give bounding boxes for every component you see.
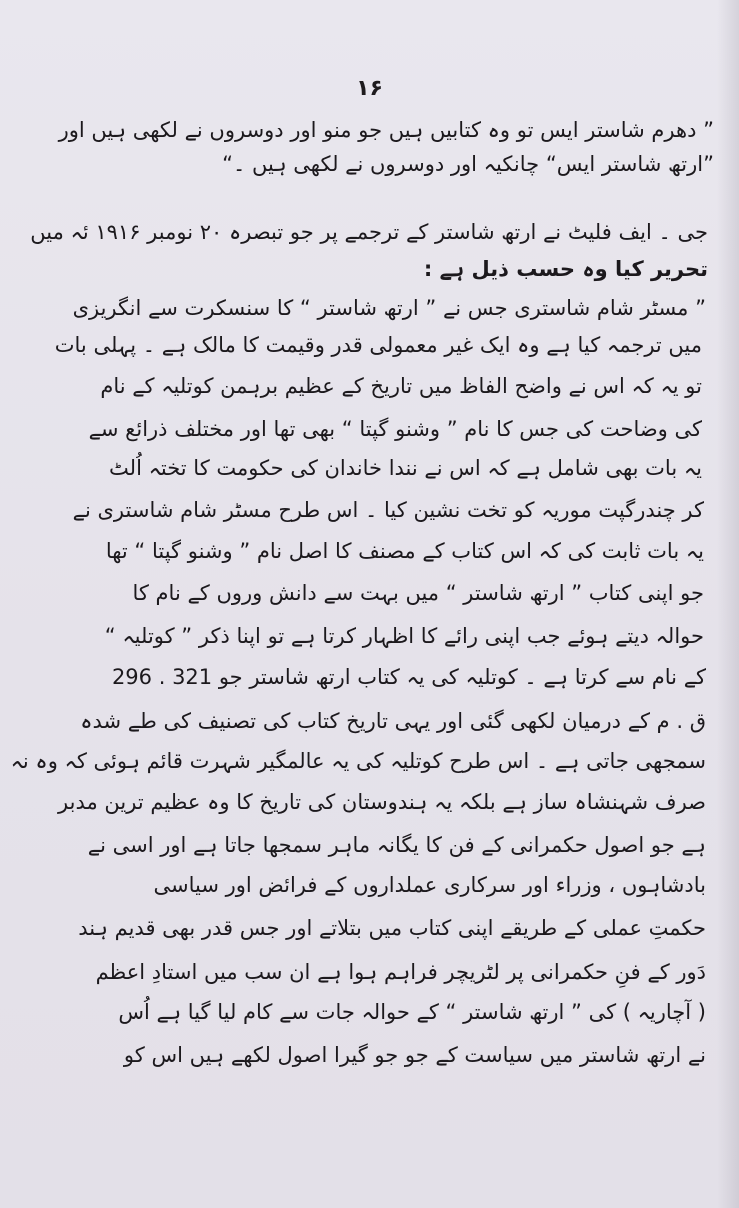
text-line-17: صرف شہنشاہ ساز ہے بلکہ یہ ہندوستان کی تاریخ کا وہ عظیم ترین مدبر xyxy=(58,790,706,814)
text-line-22: ( آچاریہ ) کی ” ارتھ شاستر “ کے حوالہ جات سے کام لیا گیا ہے اُس xyxy=(118,1000,706,1024)
text-line-13: حوالہ دیتے ہوئے جب اپنی رائے کا اظہار کرتا ہے تو اپنا ذکر ” کوتلیہ “ xyxy=(104,624,704,648)
text-line-5: ” مسٹر شام شاستری جس نے ” ارتھ شاستر “ کا سنسکرت سے انگریزی xyxy=(72,296,706,320)
text-line-9: یہ بات بھی شامل ہے کہ اس نے نندا خاندان کی حکومت کا تختہ اُلٹ xyxy=(109,456,702,480)
text-line-19: بادشاہوں ، وزراء اور سرکاری عملداروں کے فرائض اور سیاسی xyxy=(153,873,706,897)
text-line-8: کی وضاحت کی جس کا نام ” وشنو گپتا “ بھی تھا اور مختلف ذرائع سے xyxy=(88,417,702,441)
text-line-14: کے نام سے کرتا ہے ۔ کوتلیہ کی یہ کتاب ارتھ شاستر جو 321 . 296 xyxy=(111,665,706,689)
text-line-7: تو یہ کہ اس نے واضح الفاظ میں تاریخ کے عظیم برہمن کوتلیہ کے نام xyxy=(100,374,702,398)
text-line-10: کر چندرگپت موریہ کو تخت نشین کیا ۔ اس طرح مسٹر شام شاستری نے xyxy=(72,498,704,522)
text-line-21: دَور کے فنِ حکمرانی پر لٹریچر فراہم ہوا ہے ان سب میں استادِ اعظم xyxy=(95,960,706,984)
text-line-6: میں ترجمہ کیا ہے وہ ایک غیر معمولی قدر وقیمت کا مالک ہے ۔ پہلی بات xyxy=(54,333,702,357)
text-line-16: سمجھی جاتی ہے ۔ اس طرح کوتلیہ کی یہ عالمگیر شہرت قائم ہوئی کہ وہ نہ xyxy=(10,749,706,773)
text-line-18: ہے جو اصول حکمرانی کے فن کا یگانہ ماہر سمجھا جاتا ہے اور اسی نے xyxy=(87,833,706,857)
text-line-15: ق . م کے درمیان لکھی گئی اور یہی تاریخ کتاب کی تصنیف کی طے شدہ xyxy=(80,709,706,733)
text-line-11: یہ بات ثابت کی کہ اس کتاب کے مصنف کا اصل نام ” وشنو گپتا “ تھا xyxy=(105,539,704,563)
text-line-3: جی ۔ ایف فلیٹ نے ارتھ شاستر کے ترجمے پر جو تبصرہ ۲۰ نومبر ۱۹۱۶ ئہ میں xyxy=(30,220,708,244)
text-line-2: ”ارتھ شاستر ایس“ چانکیہ اور دوسروں نے لکھی ہیں ۔“ xyxy=(222,152,714,176)
text-line-23: نے ارتھ شاستر میں سیاست کے جو جو گیرا اصول لکھے ہیں اس کو xyxy=(123,1043,706,1067)
text-line-4: تحریر کیا وہ حسب ذیل ہے : xyxy=(423,257,708,281)
text-line-1: ” دھرم شاستر ایس تو وہ کتابیں ہیں جو منو اور دوسروں نے لکھی ہیں اور xyxy=(58,118,714,142)
text-line-12: جو اپنی کتاب ” ارتھ شاستر “ میں بہت سے دانش وروں کے نام کا xyxy=(132,581,704,605)
text-line-20: حکمتِ عملی کے طریقے اپنی کتاب میں بتلاتے اور جس قدر بھی قدیم ہند xyxy=(78,916,706,940)
page-number: ۱۶ xyxy=(356,76,383,101)
page-edge-shadow xyxy=(717,0,739,1208)
